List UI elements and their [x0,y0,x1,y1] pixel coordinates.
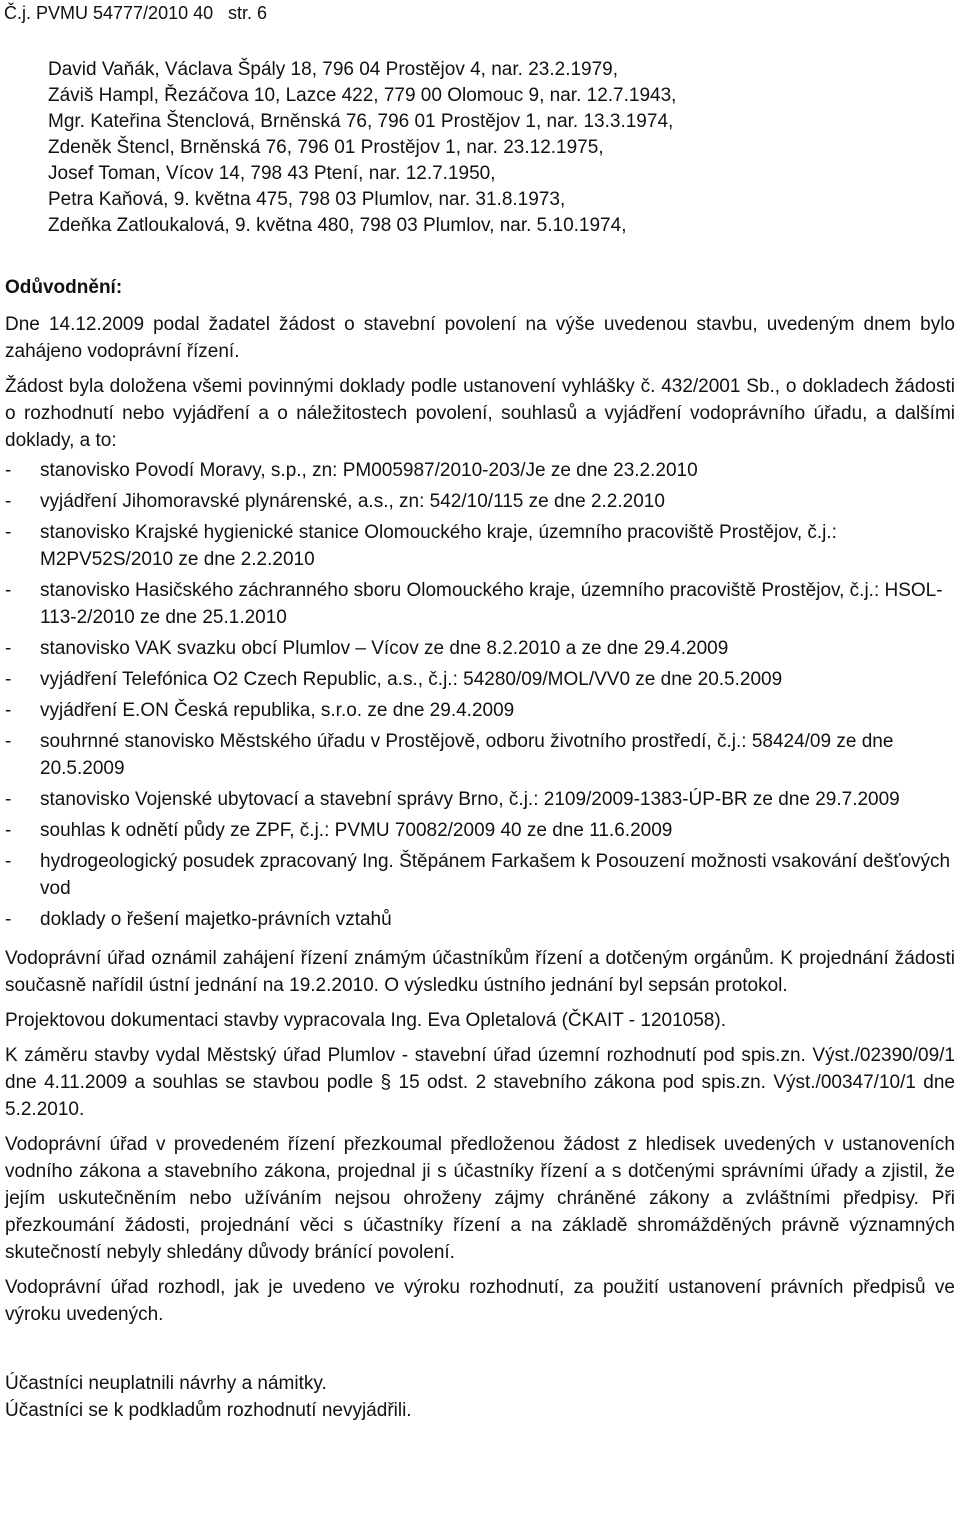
list-item-text: vyjádření Jihomoravské plynárenské, a.s., zn: 542/10/115 ze dne 2.2.2010 [40,491,665,512]
paragraph-project-docs: Projektovou dokumentaci stavby vypracovala Ing. Eva Opletalová (ČKAIT - 1201058). [5,1010,726,1031]
participant-line: Zdeňka Zatloukalová, 9. května 480, 798 03 Plumlov, nar. 5.10.1974, [48,215,627,236]
list-item [5,457,955,484]
list-item-text: stanovisko Vojenské ubytovací a stavební správy Brno, č.j.: 2109/2009-1383-ÚP-BR ze dne 29.7.2009 [40,789,900,810]
list-item [5,488,955,515]
list-item [5,906,955,933]
list-item [5,848,955,902]
list-item-text: stanovisko Hasičského záchranného sboru Olomouckého kraje, územního pracoviště Prostějov, č.j.: HSOL-113-2/2010 ze dne 25.1.2010 [40,580,943,628]
list-dash: - [5,789,12,810]
list-item [5,519,955,573]
list-item [5,786,955,813]
list-dash: - [5,460,12,481]
page-number: str. 6 [228,3,268,23]
list-item-text: hydrogeologický posudek zpracovaný Ing. Štěpánem Farkašem k Posouzení možnosti vsakování dešťových vod [40,851,951,899]
participant-line: Záviš Hampl, Řezáčova 10, Lazce 422, 779 00 Olomouc 9, nar. 12.7.1943, [48,85,677,106]
list-item [5,577,955,631]
participant-line: David Vaňák, Václava Špály 18, 796 04 Prostějov 4, nar. 23.2.1979, [48,59,619,80]
list-item-text: souhlas k odnětí půdy ze ZPF, č.j.: PVMU 70082/2009 40 ze dne 11.6.2009 [40,820,673,841]
participants-list [48,57,948,239]
list-item-text: doklady o řešení majetko-právních vztahů [40,909,392,930]
page-header [4,3,424,23]
paragraph-documents-intro: Žádost byla doložena všemi povinnými doklady podle ustanovení vyhlášky č. 432/2001 Sb., o dokladech žádosti o rozhodnutí nebo vyjádření a o náležitostech povolení, souhlasů a vyjádření vodoprávního úřadu, a dalšími doklady, a to: [5,376,955,451]
list-item-text: souhrnné stanovisko Městského úřadu v Prostějově, odboru životního prostředí, č.j.: 58424/09 ze dne 20.5.2009 [40,731,894,779]
list-dash: - [5,669,12,690]
list-dash: - [5,491,12,512]
paragraph-notification: Vodoprávní úřad oznámil zahájení řízení známým účastníkům řízení a dotčeným orgánům. K projednání žádosti současně nařídil ústní jednání na 19.2.2010. O výsledku ústního jednání byl sepsán protokol. [5,948,955,996]
list-item-text: vyjádření E.ON Česká republika, s.r.o. ze dne 29.4.2009 [40,700,515,721]
section-heading: Odůvodnění: [5,277,123,298]
list-item [5,728,955,782]
documents-list [5,457,955,933]
participant-line: Zdeněk Štencl, Brněnská 76, 796 01 Prostějov 1, nar. 23.12.1975, [48,137,604,158]
list-item-text: vyjádření Telefónica O2 Czech Republic, a.s., č.j.: 54280/09/MOL/VV0 ze dne 20.5.2009 [40,669,783,690]
participant-line: Petra Kaňová, 9. května 475, 798 03 Plumlov, nar. 31.8.1973, [48,189,566,210]
paragraph-no-comments: Účastníci se k podkladům rozhodnutí nevyjádřili. [5,1400,412,1421]
list-item-text: stanovisko Krajské hygienické stanice Olomouckého kraje, územního pracoviště Prostějov, č.j.: M2PV52S/2010 ze dne 2.2.2010 [40,522,837,570]
list-dash: - [5,638,12,659]
list-dash: - [5,700,12,721]
reference-number: Č.j. PVMU 54777/2010 40 [4,3,214,23]
list-item [5,666,955,693]
list-item [5,697,955,724]
list-dash: - [5,820,12,841]
participant-line: Mgr. Kateřina Štenclová, Brněnská 76, 796 01 Prostějov 1, nar. 13.3.1974, [48,111,674,132]
paragraph-zoning: K záměru stavby vydal Městský úřad Plumlov - stavební úřad územní rozhodnutí pod spis.zn. Výst./02390/09/1 dne 4.11.2009 a souhlas se stavbou podle § 15 odst. 2 stavebního zákona pod spis.zn. Výst./00347/10/1 dne 5.2.2010. [5,1045,955,1120]
paragraph-application: Dne 14.12.2009 podal žadatel žádost o stavební povolení na výše uvedenou stavbu, uvedeným dnem bylo zahájeno vodoprávní řízení. [5,314,955,362]
paragraph-no-objections: Účastníci neuplatnili návrhy a námitky. [5,1373,327,1394]
list-item-text: stanovisko VAK svazku obcí Plumlov – Vícov ze dne 8.2.2010 a ze dne 29.4.2009 [40,638,729,659]
participant-line: Josef Toman, Vícov 14, 798 43 Ptení, nar. 12.7.1950, [48,163,496,184]
list-dash: - [5,522,12,543]
paragraph-review: Vodoprávní úřad v provedeném řízení přezkoumal předloženou žádost z hledisek uvedených v ustanoveních vodního zákona a stavebního zákona, projednal ji s účastníky řízení a s dotčenými správními úřady a zjistil, že jejím uskutečněním nebo užíváním nejsou ohroženy zájmy chráněné zákony a zvláštními předpisy. Při přezkoumání žádosti, projednání věci s účastníky řízení a na základě shromážděných právně významných skutečností nebyly shledány důvody bránící povolení. [5,1134,955,1263]
list-dash: - [5,851,12,872]
list-item-text: stanovisko Povodí Moravy, s.p., zn: PM005987/2010-203/Je ze dne 23.2.2010 [40,460,698,481]
list-item [5,635,955,662]
paragraph-decision: Vodoprávní úřad rozhodl, jak je uvedeno ve výroku rozhodnutí, za použití ustanovení právních předpisů ve výroku uvedených. [5,1277,955,1325]
list-dash: - [5,580,12,601]
list-item [5,817,955,844]
reasoning-body [5,311,955,1424]
list-dash: - [5,909,12,930]
list-dash: - [5,731,12,752]
